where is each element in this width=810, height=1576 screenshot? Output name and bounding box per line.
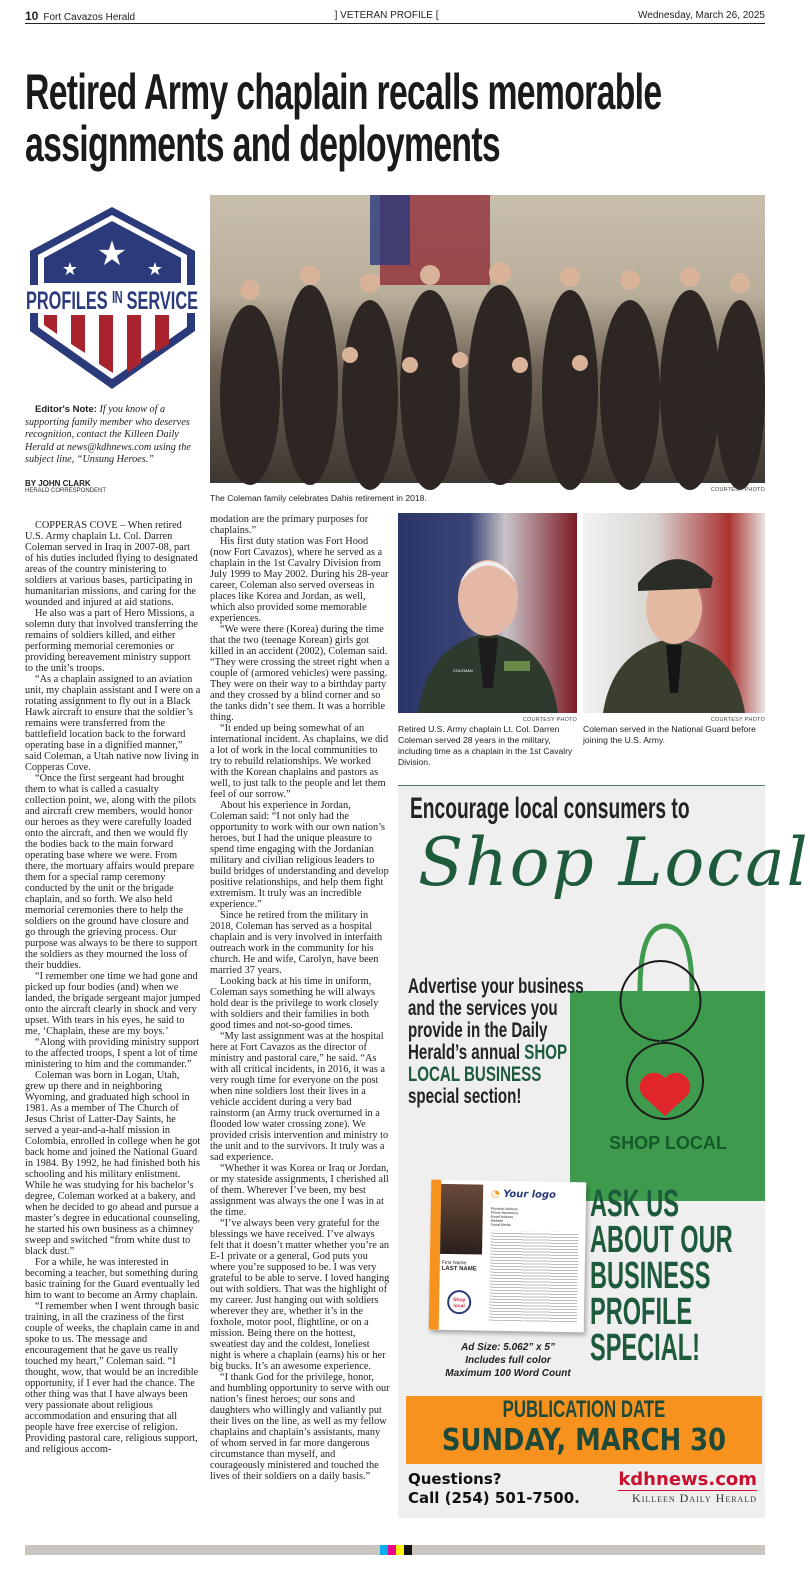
shop-local-badge: Shop local bbox=[447, 1290, 471, 1314]
page-number: 10 bbox=[25, 8, 39, 23]
sample-first-name: First Name bbox=[441, 1259, 467, 1267]
paragraph: Looking back at his time in uniform, Coleman says something he will always hold dear is the privilege to work closely with soldiers and their families in both good times and not-so-good times. bbox=[210, 976, 379, 1031]
portrait-photo-national-guard bbox=[583, 513, 765, 713]
sample-photo bbox=[440, 1184, 483, 1255]
kdh-branding bbox=[618, 1470, 757, 1506]
headline bbox=[25, 66, 768, 170]
publication-date-label: PUBLICATION DATE bbox=[502, 1396, 666, 1423]
publication-date: SUNDAY, MARCH 30 bbox=[441, 1423, 727, 1458]
paragraph: “I’ve always been very grateful for the blessings we have received. I’ve always felt that it doesn’t matter whether you’re an E-1 private or a general, God puts you where you’re supposed to be. I was very grateful to be able to serve. I loved hanging out with soldiers. That was the highlight of my career. Just hanging out with soldiers wherever they are, whether it’s in the foxhole, motor pool, flightline, or on a mission. Being there on the hottest, sweatiest day and the coldest, loneliest night is where a chaplain (earns) his or her big bucks. It’s an awesome experience. bbox=[210, 1218, 390, 1372]
editors-note-label: Editor's Note: bbox=[35, 404, 97, 415]
svg-text:★: ★ bbox=[146, 259, 164, 280]
ad-script-title: Shop Local bbox=[418, 824, 810, 901]
photo3-caption: Coleman served in the National Guard before joining the U.S. Army. bbox=[583, 724, 756, 745]
article-column-1 bbox=[25, 520, 201, 1455]
paragraph: Coleman was born in Logan, Utah, grew up there and in neighboring Wyoming, and graduated high school in 1981. As a member of The Church of Jesus Christ of Latter-Day Saints, he served a year-and-a-half mission in Colombia, enrolled in college when he got back home and joined the National Guard in 1984. By 1992, he had finished both his schooling and his military enlistment. While he was studying for his bachelor’s degree, Coleman worked at a bakery, and when he decided to go ahead and pursue a master’s degree in educational counseling, he started his own business as a chimney sweep and switched “from white dust to black dust.” bbox=[25, 1070, 201, 1257]
cta-line: ABOUT OUR bbox=[590, 1219, 733, 1261]
ad-size: Ad Size: 5.062” x 5” bbox=[461, 1342, 555, 1353]
cta-line: ASK US bbox=[590, 1183, 680, 1225]
portrait-photo-uniform bbox=[398, 513, 577, 713]
paragraph: About his experience in Jordan, Coleman said: “I not only had the opportunity to work with our own nation’s heroes, but I had the unique pleasure to spend time engaging with the Jordanian military and civilian religious leaders to build bridges of understanding and develop positive relationships, and help them fight extremism. It truly was an incredible experience.” bbox=[210, 800, 389, 910]
pitch-text-end: special section! bbox=[408, 1085, 522, 1108]
bag-label: SHOP LOCAL bbox=[609, 1133, 727, 1153]
byline-name: BY JOHN CLARK bbox=[25, 478, 91, 488]
ad-contact bbox=[408, 1470, 580, 1508]
paragraph: “As a chaplain assigned to an aviation unit, my chaplain assistant and I were on a rotating assignment to fly out in a Black Hawk aircraft to ensure that the soldier’s remains were transferred from the battlefield location back to the forward operating base in a dignified manner,” said Coleman, a Utah native now living in Copperas Cove. bbox=[25, 674, 201, 773]
brand-name: Killeen Daily Herald bbox=[632, 1491, 757, 1505]
paragraph: “Whether it was Korea or Iraq or Jordan, or my stateside assignments, I cherished all of them. Wherever I’ve been, my best assignment was always the one I was in at the time. bbox=[210, 1163, 389, 1218]
photo2-caption: Retired U.S. Army chaplain Lt. Col. Darren Coleman served 28 years in the military, including time as a chaplain in the 1st Cavalry Division. bbox=[398, 724, 573, 767]
svg-text:★: ★ bbox=[96, 234, 128, 274]
questions-label: Questions? bbox=[408, 1470, 502, 1488]
page-header bbox=[25, 8, 765, 24]
article-column-2 bbox=[210, 514, 390, 1482]
byline-role: HERALD CORRESPONDENT bbox=[25, 487, 107, 494]
paragraph: For a while, he was interested in becoming a teacher, but something during basic training for the Guard eventually led him to want to become an Army chaplain. bbox=[25, 1257, 200, 1301]
publication-date-banner bbox=[406, 1396, 762, 1464]
editors-note-text: If you know of a supporting family member who deserves recognition, contact the Killeen Daily Herald at news@kdhnews.com using the subject line, “Unsung Heroes.” bbox=[25, 404, 191, 465]
cta-line: SPECIAL! bbox=[590, 1327, 700, 1369]
paragraph: “Once the first sergeant had brought them to what is called a casualty collection point, we, along with the pilots and aircraft crew members, would honor our heroes as they were carefully loaded onto the aircraft, and then we would fly the bodies back to the main forward operating base where we were. From there, the mortuary affairs would prepare them for a special ramp ceremony conducted by the unit or the brigade chaplain, and so forth. We also held memorial ceremonies there to help the soldiers on the ground have closure and go through the grieving process. Our purpose was always to be there to support the soldiers as they mourned the loss of their buddies. bbox=[25, 773, 198, 971]
ad-intro: Encourage local consumers to bbox=[410, 792, 690, 825]
paragraph: “It ended up being somewhat of an international incident. As chaplains, we did a lot of work in the local communities to try to rebuild relationships. We worked with the Korean chaplains and pastors as well, to just talk to the people and let them feel of our sorrow.” bbox=[210, 723, 389, 800]
ad-pitch bbox=[408, 976, 588, 1108]
editors-note bbox=[25, 404, 200, 494]
sample-business-profile bbox=[429, 1180, 587, 1333]
photo3-credit: COURTESY PHOTO bbox=[710, 717, 765, 723]
pitch-text: Advertise your business and the services you provide in the Daily Herald’s annual bbox=[408, 975, 584, 1064]
main-photo-caption: The Coleman family celebrates Dahis retirement in 2018. bbox=[210, 493, 427, 503]
paragraph: “We were there (Korea) during the time that the two (teenage Korean) girls got killed in an accident (2002), Coleman said. “They were crossing the street right when a couple of (armored vehicles) were passing. They were on their way to a birthday party and they crossed by a blind corner and so the tanks didn’t see them. It was a horrible thing. bbox=[210, 624, 390, 723]
ad-specs bbox=[418, 1341, 598, 1380]
svg-text:PROFILES ᴵᴺ SERVICE: PROFILES ᴵᴺ SERVICE bbox=[26, 287, 198, 315]
section-label: ] VETERAN PROFILE [ bbox=[334, 10, 439, 21]
paragraph: “I remember when I went through basic training, in all the craziness of the first couple of weeks, the chaplain came in and spoke to us. The message and encouragement that he gave us really touched my heart,” Coleman said. “I thought, wow, that would be an incredible opportunity, if I ever had the chance. The other thing was that I have always been very passionate about religious accommodation and ensuring that all people have free exercise of religion. Providing pastoral care, religious support, and religious accom- bbox=[25, 1301, 200, 1455]
paragraph: Since he retired from the military in 2018, Coleman has served as a hospital chaplain and is very involved in interfaith outreach work in the community for his church. He and wife, Carolyn, have been married 37 years. bbox=[210, 910, 383, 976]
cta-line: BUSINESS bbox=[590, 1255, 711, 1297]
sample-fields: Physical Address Phone Number(s) Email Address Website Social Media bbox=[490, 1206, 519, 1228]
ad-call-to-action bbox=[590, 1183, 733, 1369]
sample-logo: ◔ Your logo bbox=[490, 1188, 557, 1201]
sample-logo-text: Your logo bbox=[503, 1188, 557, 1201]
ad-word-count: Maximum 100 Word Count bbox=[445, 1368, 571, 1379]
paragraph: His first duty station was Fort Hood (now Fort Cavazos), where he served as a chaplain in the 1st Cavalry Division from July 1999 to May 2002. During his 28-year career, Coleman also served overseas in places like Korea and Jordan, as well, which also provided some memorable experiences. bbox=[210, 536, 389, 624]
name-tag: COLEMAN bbox=[453, 668, 473, 673]
main-photo-credit: COURTESY PHOTO bbox=[710, 487, 765, 493]
paragraph: He also was a part of Hero Missions, a solemn duty that involved transferring the remains of soldiers killed, and either performing memorial ceremonies or providing bereavement ministry support to the unit’s troops. bbox=[25, 608, 199, 674]
family-photo bbox=[210, 195, 765, 483]
paragraph: modation are the primary purposes for chaplains.” bbox=[210, 514, 369, 536]
paragraph: “I thank God for the privilege, honor, and humbling opportunity to serve with our nation’s finest heroes; our sons and daughters who willingly and valiantly put their lives on the line, as well as my fellow chaplains and chaplain’s assistants, many of whom served in far more dangerous circumstance than myself, and courageously ministered and touched the lives of their soldiers on a daily basis.” bbox=[210, 1372, 390, 1482]
paragraph: “My last assignment was at the hospital here at Fort Cavazos as the director of ministry and pastoral care,” he said. “As with all critical incidents, in 2016, it was a very rough time for everyone on the post when nine soldiers lost their lives in a vehicle accident during a very bad rainstorm (an Army truck overturned in a flooded low water crossing zone). We provided crisis intervention and ministry to the unit and to the survivors. It truly was a sad experience. bbox=[210, 1031, 389, 1163]
svg-text:★: ★ bbox=[61, 259, 79, 280]
cta-line: PROFILE bbox=[590, 1291, 693, 1333]
color-registration-marks bbox=[380, 1545, 412, 1555]
paragraph: “I remember one time we had gone and picked up four bodies (and) when we landed, the brigade sergeant major jumped onto the aircraft clearly in shock and very upset. With tears in his eyes, he said to me, ‘Chaplain, these are my boys.’ bbox=[25, 971, 201, 1037]
headline-line-2: assignments and deployments bbox=[25, 116, 501, 172]
photo2-credit: COURTESY PHOTO bbox=[522, 717, 577, 723]
paragraph: COPPERAS COVE – When retired U.S. Army chaplain Lt. Col. Darren Coleman served in Iraq in 2007-08, part of his duties included flying to designated areas of the country ministering to soldiers at various bases, participating in humanitarian missions, and caring for the wounded and injured at aid stations. bbox=[25, 520, 198, 608]
paragraph: “Along with providing ministry support to the affected troops, I spent a lot of time ministering to him and the commander.” bbox=[25, 1037, 200, 1070]
headline-line-1: Retired Army chaplain recalls memorable bbox=[25, 64, 662, 120]
ad-color: Includes full color bbox=[465, 1355, 551, 1366]
profiles-in-service-logo bbox=[25, 203, 200, 393]
shopping-bag-icon bbox=[570, 921, 765, 1201]
issue-date: Wednesday, March 26, 2025 bbox=[638, 10, 765, 21]
phone-number[interactable]: Call (254) 501-7500. bbox=[408, 1489, 580, 1507]
family-group-illustration bbox=[210, 195, 765, 483]
sample-last-name: LAST NAME bbox=[441, 1265, 477, 1273]
shop-local-advertisement bbox=[398, 785, 810, 1518]
website-link[interactable]: kdhnews.com bbox=[618, 1469, 757, 1490]
paper-name: Fort Cavazos Herald bbox=[43, 11, 136, 23]
pitch-highlight: SHOP LOCAL BUSINESS bbox=[408, 1041, 567, 1086]
